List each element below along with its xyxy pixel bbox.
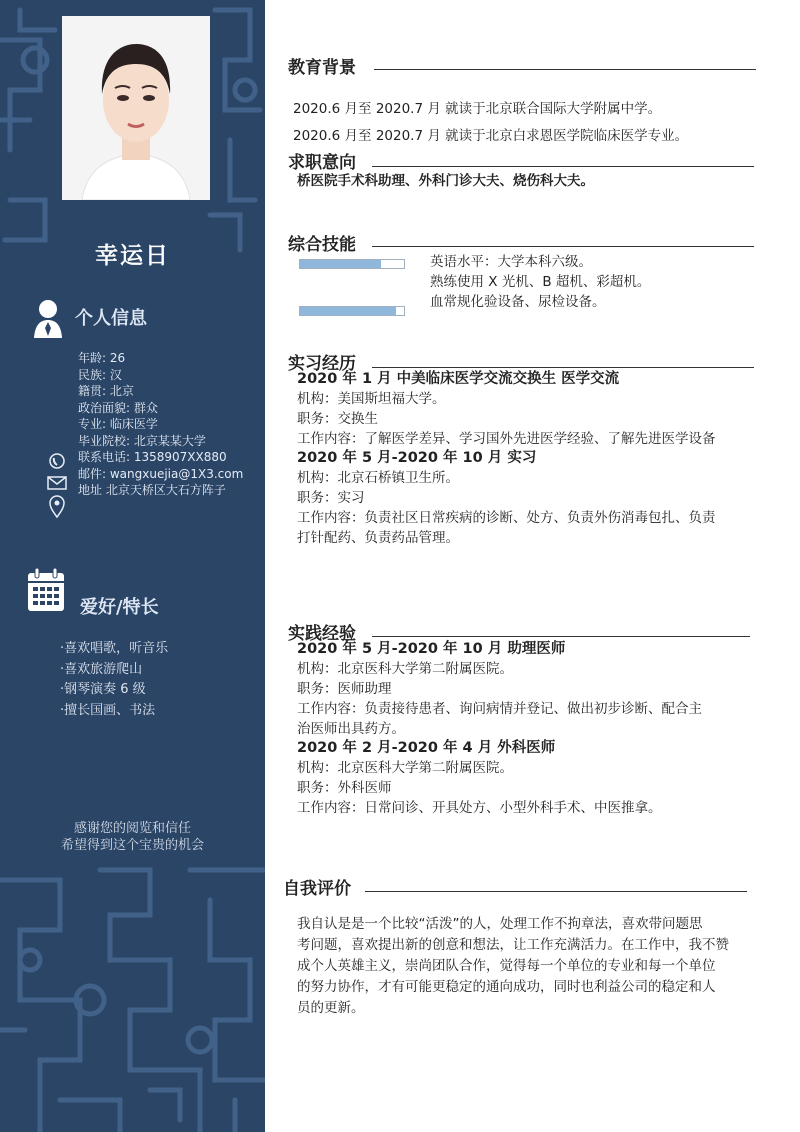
practice-org: 机构：北京医科大学第二附属医院。 <box>297 661 513 677</box>
hobby-item: ·擅长国画、书法 <box>60 702 156 718</box>
hobby-item: ·喜欢唱歌，听音乐 <box>60 641 169 656</box>
skill-item: 血常规化验设备、尿检设备。 <box>430 294 606 310</box>
internship-org: 机构：北京石桥镇卫生所。 <box>297 470 459 486</box>
thanks-line: 感谢您的阅览和信任 <box>73 821 191 836</box>
hobby-item: ·喜欢旅游爬山 <box>60 661 143 677</box>
hobby-title: 爱好/特长 <box>80 597 159 618</box>
info-political: 政治面貌: 群众 <box>78 400 158 415</box>
practice-heading: 2020 年 2 月-2020 年 4 月 外科医师 <box>297 740 556 756</box>
calendar-icon <box>27 567 65 613</box>
internship-role: 职务：实习 <box>297 490 365 506</box>
practice-work: 治医师出具药方。 <box>297 721 405 737</box>
self-eval-divider <box>365 891 747 892</box>
education-item: 2020.6 月至 2020.7 月 就读于北京联合国际大学附属中学。 <box>293 101 662 117</box>
sidebar <box>0 0 265 1132</box>
hobby-item: ·钢琴演奏 6 级 <box>60 682 146 697</box>
hobby-list <box>60 639 168 721</box>
practice-org: 机构：北京医科大学第二附属医院。 <box>297 760 513 776</box>
internship-work: 工作内容：了解医学差异、学习国外先进医学经验、了解先进医学设备 <box>297 431 716 447</box>
self-eval-line: 考问题，喜欢提出新的创意和想法，让工作充满活力。在工作中，我不赞 <box>297 937 729 953</box>
phone-icon <box>50 454 64 468</box>
thanks-line: 希望得到这个宝贵的机会 <box>60 838 204 853</box>
skill-bar-fill <box>300 307 396 315</box>
practice-role: 职务：外科医师 <box>297 780 392 796</box>
info-email: 邮件: wangxuejia@1X3.com <box>78 466 244 481</box>
info-major: 专业: 临床医学 <box>78 417 158 431</box>
contact-icons <box>46 453 68 523</box>
objective-divider <box>372 166 754 167</box>
internship-heading: 2020 年 5 月-2020 年 10 月 实习 <box>297 450 537 466</box>
personal-info-title: 个人信息 <box>75 308 147 329</box>
person-icon <box>33 298 63 340</box>
skill-bar-fill <box>300 260 381 268</box>
profile-photo <box>62 16 210 200</box>
self-eval-line: 我自认是是一个比较“活泼”的人，处理工作不拘章法，喜欢带问题思 <box>297 916 703 932</box>
practice-heading: 2020 年 5 月-2020 年 10 月 助理医师 <box>297 641 566 657</box>
internship-work: 工作内容：负责社区日常疾病的诊断、处方、负责外伤消毒包扎、负责 <box>297 510 716 526</box>
internship-org: 机构：美国斯坦福大学。 <box>297 391 446 407</box>
internship-heading: 2020 年 1 月 中美临床医学交流交换生 医学交流 <box>297 371 620 387</box>
practice-role: 职务：医师助理 <box>297 681 392 697</box>
internship-work: 打针配药、负责药品管理。 <box>297 530 459 546</box>
info-school: 毕业院校: 北京某某大学 <box>78 433 206 448</box>
self-eval-text <box>297 914 729 1019</box>
internship-title: 实习经历 <box>288 354 356 374</box>
self-eval-line: 员的更新。 <box>297 1000 365 1016</box>
self-eval-line: 的努力协作，才有可能更稳定的通向成功，同时也利益公司的稳定和人 <box>297 979 716 995</box>
practice-work: 工作内容：日常问诊、开具处方、小型外科手术、中医推拿。 <box>297 800 662 816</box>
self-eval-line: 成个人英雄主义，崇尚团队合作，觉得每一个单位的专业和每一个单位 <box>297 958 716 974</box>
personal-info-list <box>78 350 243 499</box>
info-address: 地址 北京天桥区大石方阵子 <box>78 483 226 497</box>
education-title: 教育背景 <box>288 58 356 78</box>
info-age: 年龄: 26 <box>78 351 126 365</box>
skill-bar <box>299 306 405 316</box>
objective-text: 桥医院手术科助理、外科门诊大夫、烧伤科大夫。 <box>297 173 594 189</box>
info-phone: 联系电话: 1358907XX880 <box>78 450 227 464</box>
skills-title: 综合技能 <box>288 235 356 255</box>
mail-icon <box>48 477 66 489</box>
skill-item: 熟练使用 X 光机、B 超机、彩超机。 <box>430 274 651 290</box>
skills-divider <box>372 246 754 247</box>
info-hometown: 籍贯: 北京 <box>78 384 134 398</box>
info-ethnicity: 民族: 汉 <box>78 367 122 382</box>
location-icon <box>50 496 64 517</box>
thanks-note <box>0 820 265 854</box>
objective-title: 求职意向 <box>288 153 356 173</box>
candidate-name: 幸运日 <box>95 243 170 269</box>
internship-role: 职务：交换生 <box>297 411 378 427</box>
self-eval-title: 自我评价 <box>283 879 351 899</box>
education-divider <box>374 69 756 70</box>
skill-bar <box>299 259 405 269</box>
education-item: 2020.6 月至 2020.7 月 就读于北京白求恩医学院临床医学专业。 <box>293 128 689 144</box>
skill-item: 英语水平：大学本科六级。 <box>430 254 592 270</box>
practice-work: 工作内容：负责接待患者、询问病情并登记、做出初步诊断、配合主 <box>297 701 702 717</box>
practice-title: 实践经验 <box>288 624 356 644</box>
